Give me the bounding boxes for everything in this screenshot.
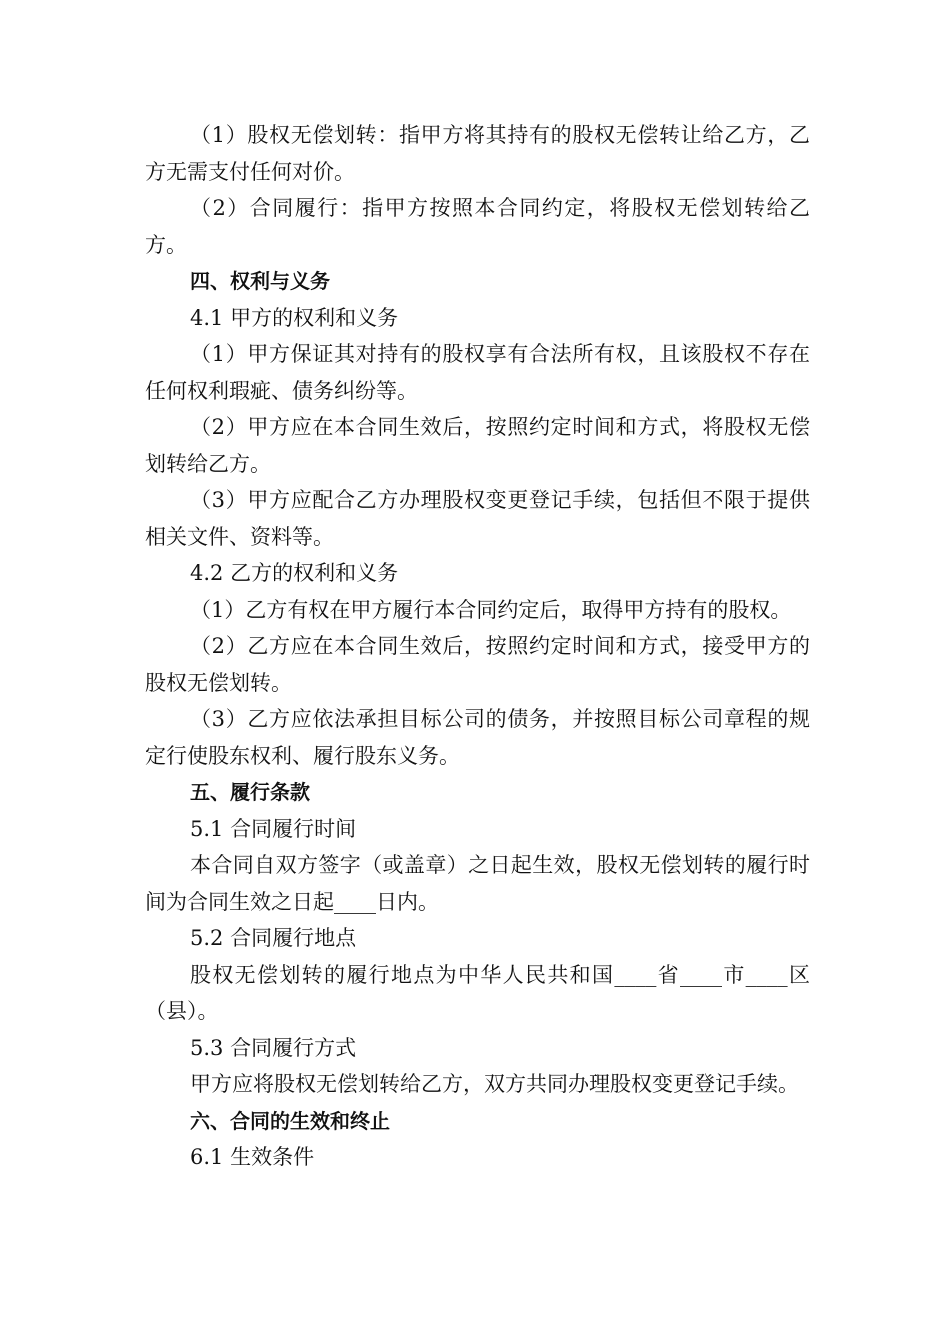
clause-definition-transfer: （1）股权无偿划转：指甲方将其持有的股权无偿转让给乙方，乙方无需支付任何对价。: [145, 123, 810, 184]
subsection-heading-performance-method: 5.3 合同履行方式: [190, 1035, 357, 1060]
clause-performance-time: 本合同自双方签字（或盖章）之日起生效，股权无偿划转的履行时间为合同生效之日起____日内。: [145, 853, 810, 914]
subsection-heading-performance-time: 5.1 合同履行时间: [190, 816, 357, 841]
clause-party-b-2: （2）乙方应在本合同生效后，按照约定时间和方式，接受甲方的股权无偿划转。: [145, 634, 810, 695]
subsection-heading-effective-conditions: 6.1 生效条件: [190, 1145, 315, 1169]
clause-party-a-2: （2）甲方应在本合同生效后，按照约定时间和方式，将股权无偿划转给乙方。: [145, 415, 810, 476]
subsection-heading-performance-place: 5.2 合同履行地点: [190, 926, 357, 950]
clause-performance-method: 甲方应将股权无偿划转给乙方，双方共同办理股权变更登记手续。: [190, 1072, 799, 1096]
clause-performance-place: 股权无偿划转的履行地点为中华人民共和国____省____市____区（县）。: [145, 962, 810, 1023]
section-heading-performance: 五、履行条款: [190, 780, 310, 804]
clause-party-b-3: （3）乙方应依法承担目标公司的债务，并按照目标公司章程的规定行使股东权利、履行股东义务。: [145, 707, 810, 768]
subsection-heading-party-b: 4.2 乙方的权利和义务: [190, 561, 399, 585]
clause-party-a-3: （3）甲方应配合乙方办理股权变更登记手续，包括但不限于提供相关文件、资料等。: [145, 488, 810, 549]
document-body: [145, 117, 810, 1176]
clause-party-b-1: （1）乙方有权在甲方履行本合同约定后，取得甲方持有的股权。: [190, 597, 792, 622]
subsection-heading-party-a: 4.1 甲方的权利和义务: [190, 305, 399, 330]
section-heading-effect-termination: 六、合同的生效和终止: [190, 1108, 390, 1133]
clause-definition-performance: （2）合同履行：指甲方按照本合同约定，将股权无偿划转给乙方。: [145, 196, 810, 257]
section-heading-rights-obligations: 四、权利与义务: [190, 269, 330, 293]
clause-party-a-1: （1）甲方保证其对持有的股权享有合法所有权，且该股权不存在任何权利瑕疵、债务纠纷等。: [145, 342, 810, 403]
